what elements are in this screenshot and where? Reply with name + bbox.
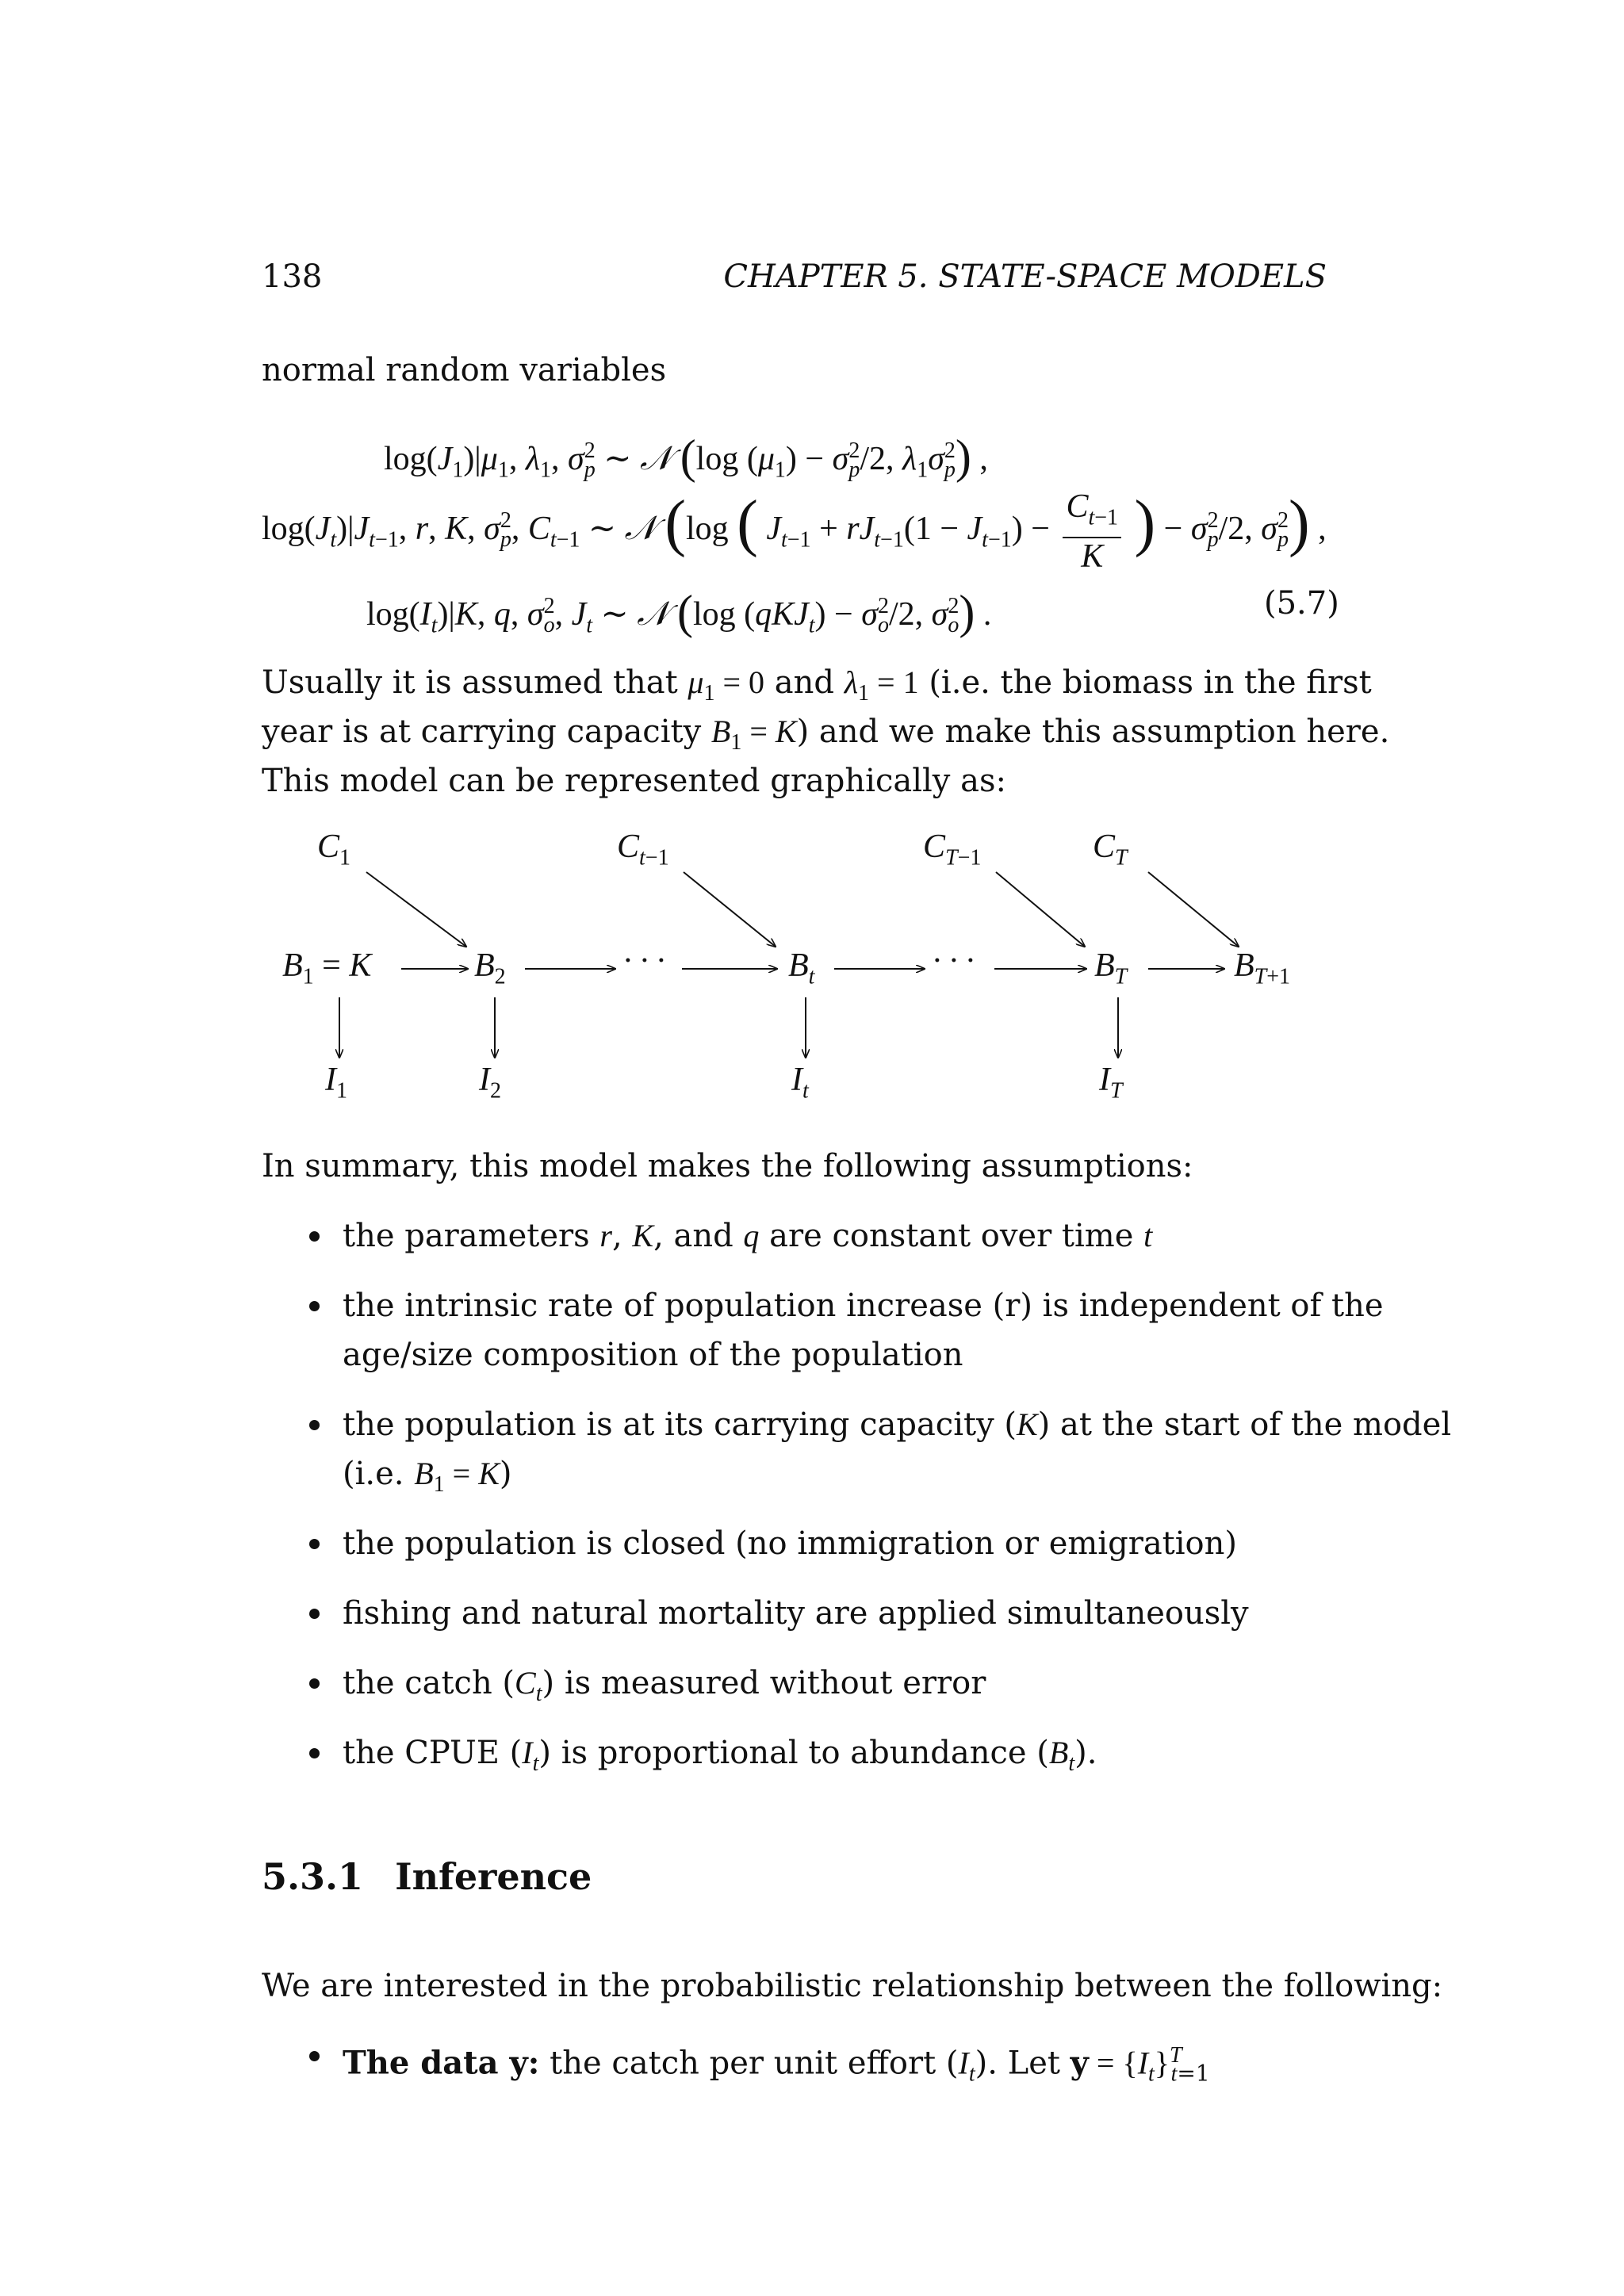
equation-line-2: $\log(J_t)|J_{t-1}$, r, K, $\sigma^2_p$, $C_{t-1}$ ∼ 𝒩 (log ( $J_{t-1} + rJ_{t-1}(1 - J_{t-1})$ − $\frac{C_{t-1}}{K}$ ) − $\sigma^2_p/2$, $\sigma^2_p$) , xyxy=(262,488,1327,575)
assumption-6: the catch $(C_t)$ is measured without error xyxy=(343,1665,986,1706)
section-heading xyxy=(262,1855,592,1898)
assumption-7: the CPUE $(I_t)$ is proportional to abundance $(B_t)$. xyxy=(343,1735,1097,1776)
arrow-cT1-to-bT xyxy=(996,872,1085,947)
arrow-ct1-to-bt xyxy=(684,872,776,947)
assumption-2-line-2: age/size composition of the population xyxy=(343,1337,963,1373)
node-bT-plus-1: $B_{T+1}$ xyxy=(1234,947,1291,989)
assumption-5: fishing and natural mortality are applied simultaneously xyxy=(343,1595,1249,1632)
equation-line-3: $\log(I_t)|K$, q, $\sigma^2_o$, $J_t$ ∼ 𝒩 (log $(qKJ_t) - \sigma^2_o/2$, $\sigma^2_o$) . xyxy=(366,586,992,638)
assumption-2-line-1: the intrinsic rate of population increase (r) is independent of the xyxy=(343,1288,1384,1324)
node-iT: $I_T$ xyxy=(1099,1062,1123,1104)
node-i2: $I_2$ xyxy=(479,1062,501,1104)
bullet-dot xyxy=(309,1231,320,1242)
summary-intro: In summary, this model makes the following assumptions: xyxy=(262,1148,1193,1184)
node-dots-2: · · · xyxy=(933,943,975,979)
assumption-3-line-2: (i.e. $B_1 = K$) xyxy=(343,1456,512,1497)
assumption-4: the population is closed (no immigration or emigration) xyxy=(343,1525,1237,1562)
paragraph-1-line-1: Usually it is assumed that $\mu_1 = 0$ and $\lambda_1 = 1$ (i.e. the biomass in the first xyxy=(262,664,1372,706)
page-number: 138 xyxy=(262,258,323,295)
node-bt: $B_t$ xyxy=(788,947,815,989)
bullet-dot xyxy=(309,1748,320,1758)
running-head: CHAPTER 5. STATE-SPACE MODELS xyxy=(723,258,1327,295)
node-b1-eq-k: $B_1 = K$ xyxy=(282,947,372,989)
node-cT: $C_T$ xyxy=(1093,828,1128,871)
bullet-dot xyxy=(309,1420,320,1430)
node-bT: $B_T$ xyxy=(1094,947,1128,989)
node-cT-minus-1: $C_{T-1}$ xyxy=(923,828,982,871)
node-c1: $C_1$ xyxy=(317,828,351,871)
bullet-dot xyxy=(309,1301,320,1311)
paragraph-2: We are interested in the probabilistic relationship between the following: xyxy=(262,1968,1443,2004)
arrow-c1-to-b2 xyxy=(366,872,466,947)
bullet-dot xyxy=(309,1678,320,1689)
assumption-3-line-1: the population is at its carrying capacity (K) at the start of the model xyxy=(343,1406,1452,1443)
bullet-dot xyxy=(309,1539,320,1549)
data-bullet: The data y: the catch per unit effort $(I_t)$. Let $y = \{I_t\}^T_{t=1}$ xyxy=(343,2043,1210,2087)
bullet-dot xyxy=(309,1609,320,1619)
node-ct-minus-1: $C_{t-1}$ xyxy=(617,828,669,871)
paragraph-1-line-2: year is at carrying capacity $B_1 = K$) and we make this assumption here. xyxy=(262,714,1390,755)
node-dots-1: · · · xyxy=(623,943,665,979)
section-title: Inference xyxy=(395,1855,592,1898)
assumption-1: the parameters r, K, and q are constant over time t xyxy=(343,1218,1153,1254)
arrow-cT-to-bT1 xyxy=(1148,872,1239,947)
node-b2: $B_2$ xyxy=(474,947,506,989)
equation-number: (5.7) xyxy=(1264,585,1339,622)
equation-line-1: $\log(J_1)|\mu_1$, $\lambda_1$, $\sigma^2_p$ ∼ 𝒩 (log $(\mu_1) - \sigma^2_p/2$, $\lambda_1\sigma^2_p$) , xyxy=(384,430,988,483)
intro-text: normal random variables xyxy=(262,352,667,388)
node-i1: $I_1$ xyxy=(325,1062,347,1104)
bullet-dot xyxy=(309,2051,320,2061)
paragraph-1-line-3: This model can be represented graphically as: xyxy=(262,763,1006,799)
section-number: 5.3.1 xyxy=(262,1855,364,1898)
node-it: $I_t$ xyxy=(791,1062,809,1104)
